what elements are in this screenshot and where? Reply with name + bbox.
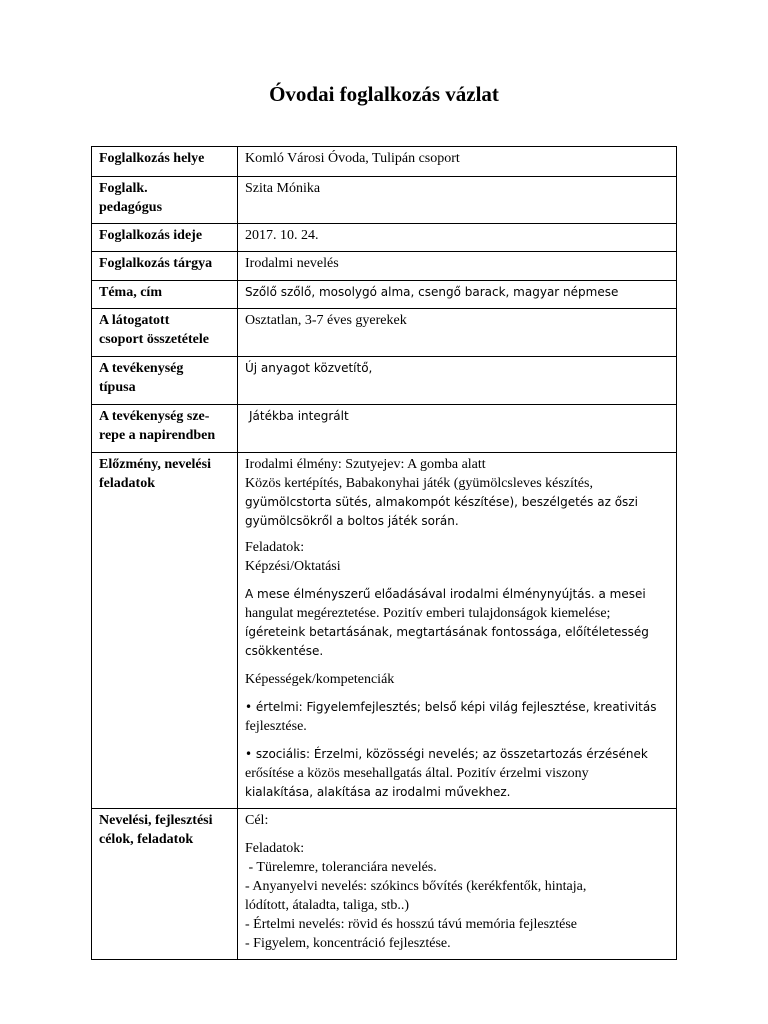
label-line: Nevelési, fejlesztési	[99, 813, 213, 828]
text-line: Feladatok:	[245, 841, 305, 856]
value-tipus: Új anyagot közvetítő,	[238, 357, 677, 405]
value-text: Játékba integrált	[249, 409, 349, 423]
text-line: - Türelemre, toleranciára nevelés.	[245, 860, 437, 875]
text-line: • értelmi: Figyelemfejlesztés; belső képi világ fejlesztése, kreativitás	[245, 700, 657, 714]
label-line: pedagógus	[99, 200, 163, 215]
text-line: - Anyanyelvi nevelés: szókincs bővítés (kerékfentők, hintaja,	[245, 879, 587, 894]
table-row	[92, 453, 677, 809]
value-tema: Szőlő szőlő, mosolygó alma, csengő barack, magyar népmese	[238, 281, 677, 309]
label-line: A tevékenység	[99, 361, 184, 376]
text-line: ígéreteink betartásának, megtartásának fontossága, előítéletesség	[245, 625, 649, 639]
table-row	[92, 177, 677, 224]
text-line: csökkentése.	[245, 644, 324, 658]
label-pedagogus	[92, 177, 238, 224]
value-ideje: 2017. 10. 24.	[238, 224, 677, 252]
label-line: csoport összetétele	[99, 332, 210, 347]
table-row	[92, 224, 677, 252]
text-line: gyümölcstorta sütés, almakompót készítése), beszélgetés az őszi	[245, 495, 638, 509]
text-line: - Figyelem, koncentráció fejlesztése.	[245, 936, 451, 951]
text-line: fejlesztése.	[245, 719, 307, 734]
label-line: célok, feladatok	[99, 832, 194, 847]
value-csoport: Osztatlan, 3-7 éves gyerekek	[238, 309, 677, 357]
page-title: Óvodai foglalkozás vázlat	[269, 82, 499, 106]
label-helye: Foglalkozás helye	[92, 147, 238, 177]
label-tema: Téma, cím	[92, 281, 238, 309]
table-row	[92, 309, 677, 357]
text-line: hangulat megéreztetése. Pozitív emberi tulajdonságok kiemelése;	[245, 606, 611, 621]
lesson-plan-table	[91, 146, 677, 960]
text-line: lódított, átaladta, taliga, stb..)	[245, 898, 410, 913]
text-line: A mese élményszerű előadásával irodalmi élménynyújtás. a mesei	[245, 587, 646, 601]
label-tipus	[92, 357, 238, 405]
value-celok	[238, 809, 677, 960]
table-row	[92, 357, 677, 405]
label-celok	[92, 809, 238, 960]
value-szerep	[238, 405, 677, 453]
label-elozmeny	[92, 453, 238, 809]
label-targya: Foglalkozás tárgya	[92, 252, 238, 281]
table-row	[92, 405, 677, 453]
text-line: - Értelmi nevelés: rövid és hosszú távú memória fejlesztése	[245, 917, 578, 932]
text-line: Közös kertépítés, Babakonyhai játék (gyümölcsleves készítés,	[245, 476, 593, 491]
table-row	[92, 809, 677, 960]
label-line: Előzmény, nevelési	[99, 457, 211, 472]
text-line: kialakítása, alakítása az irodalmi művekhez.	[245, 785, 511, 799]
text-line: Irodalmi élmény: Szutyejev: A gomba alatt	[245, 457, 486, 472]
text-line: erősítése a közös mesehallgatás által. Pozitív érzelmi viszony	[245, 766, 589, 781]
table-row	[92, 281, 677, 309]
label-line: repe a napirendben	[99, 428, 216, 443]
value-pedagogus: Szita Mónika	[238, 177, 677, 224]
label-csoport	[92, 309, 238, 357]
value-targya: Irodalmi nevelés	[238, 252, 677, 281]
label-line: A tevékenység sze-	[99, 409, 210, 424]
text-line: Képességek/kompetenciák	[245, 672, 395, 687]
table-row	[92, 252, 677, 281]
text-line: Cél:	[245, 813, 269, 828]
table-row	[92, 147, 677, 177]
label-ideje: Foglalkozás ideje	[92, 224, 238, 252]
value-helye: Komló Városi Óvoda, Tulipán csoport	[238, 147, 677, 177]
label-szerep	[92, 405, 238, 453]
text-line: Képzési/Oktatási	[245, 559, 341, 574]
value-elozmeny	[238, 453, 677, 809]
label-line: Foglalk.	[99, 181, 148, 196]
label-line: feladatok	[99, 476, 155, 491]
label-line: A látogatott	[99, 313, 170, 328]
text-line: • szociális: Érzelmi, közösségi nevelés; az összetartozás érzésének	[245, 747, 648, 761]
text-line: Feladatok:	[245, 540, 305, 555]
label-line: típusa	[99, 380, 136, 395]
text-line: gyümölcsökről a boltos játék során.	[245, 514, 459, 528]
